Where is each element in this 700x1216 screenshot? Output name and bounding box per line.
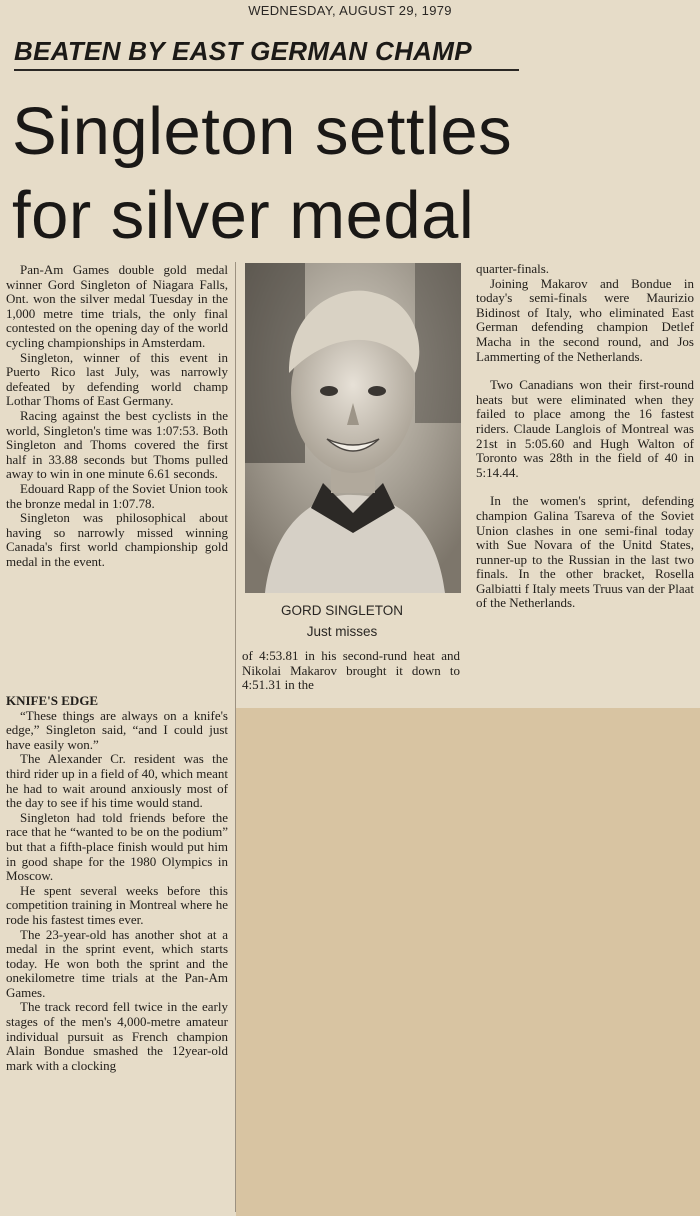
caption-subtitle: Just misses (306, 624, 378, 639)
paragraph: Singleton had told friends before the race that he “wanted to be on the podium” but that a fifth-place finish would put him in good shape for the 1980 Olympics in Moscow. (6, 809, 228, 884)
article-column-1 (6, 263, 228, 569)
paragraph: The track record fell twice in the early stages of the men's 4,000-metre amateur individual pursuit as French champion Alain Bondue smashed the 12year-old mark with a clocking (6, 999, 228, 1073)
portrait-image (245, 263, 461, 593)
paragraph: quarter-finals. (476, 261, 550, 276)
paragraph: Racing against the best cyclists in the world, Singleton's time was 1:07:53. Both Singleton and Thoms covered the first half in 33.88 seconds but Thoms pulled away to win in one minute 6.61 seconds. (6, 407, 228, 482)
paragraph: The Alexander Cr. resident was the third rider up in a field of 40, which meant he had to wait around anxiously most of the day to see if his time would stand. (6, 751, 228, 811)
headline-line-2: for silver medal (12, 178, 475, 253)
dateline: WEDNESDAY, AUGUST 29, 1979 (248, 3, 452, 18)
paragraph: Pan-Am Games double gold medal winner Gord Singleton of Niagara Falls, Ont. won the silver medal Tuesday in the 1,000 metre time trials, the only final contested on the opening day of the world cycling championships in Amsterdam. (6, 262, 228, 350)
column-rule (235, 262, 236, 1212)
paragraph-spacer (476, 364, 694, 378)
headline-line-1: Singleton settles (12, 94, 513, 169)
paragraph: Singleton was philosophical about having so narrowly missed winning Canada's first world championship gold medal in the event. (6, 510, 228, 569)
paragraph-spacer (476, 480, 694, 494)
paragraph: of 4:53.81 in his second-rund heat and Nikolai Makarov brought it down to 4:51.31 in the (242, 648, 460, 693)
article-column-3 (476, 262, 694, 611)
paragraph: He spent several weeks before this competition training in Montreal where he rode his fastest times ever. (6, 882, 228, 927)
paragraph: Two Canadians won their first-round heats but were eliminated when they failed to place among the 16 fastest riders. Claude Langlois of Montreal was 21st in 5:05.60 and Hugh Walton of Toronto was 28th in the field of 40 in 5:14.44. (476, 377, 694, 480)
paragraph: Edouard Rapp of the Soviet Union took the bronze medal in 1:07.78. (6, 480, 228, 511)
paragraph: The 23-year-old has another shot at a medal in the sprint event, which starts today. He won both the sprint and the onekilometre time trials at the Pan-Am Games. (6, 926, 228, 1000)
article-column-2 (242, 649, 460, 693)
backing-paper (236, 708, 700, 1216)
paragraph: “These things are always on a knife's edge,” Singleton said, “and I could just have easily won.” (6, 707, 228, 752)
paragraph: Singleton, winner of this event in Puerto Rico last July, was narrowly defeated by defending world champ Lothar Thoms of East Germany. (6, 349, 228, 409)
kicker-headline: BEATEN BY EAST GERMAN CHAMP (14, 36, 519, 71)
article-column-1-continued (6, 694, 228, 1073)
photo-gord-singleton (245, 263, 461, 593)
subhead: KNIFE'S EDGE (6, 693, 99, 708)
main-headline (12, 90, 692, 258)
caption-name: GORD SINGLETON (280, 603, 404, 618)
paragraph: Joining Makarov and Bondue in today's semi-finals were Maurizio Bidinost of Italy, who eliminated East German defending champion Detlef Macha in the second round, and Jos Lammerting of the Netherlands. (476, 275, 694, 364)
photo-caption (242, 600, 442, 642)
paragraph: In the women's sprint, defending champion Galina Tsareva of the Soviet Union clashes in one semi-final today with Sue Novara of the Unitd States, runner-up to the Russian in the last two finals. In the other bracket, Rosella Galbiatti f Italy meets Truus van der Plaat of the Netherlands. (476, 493, 694, 611)
